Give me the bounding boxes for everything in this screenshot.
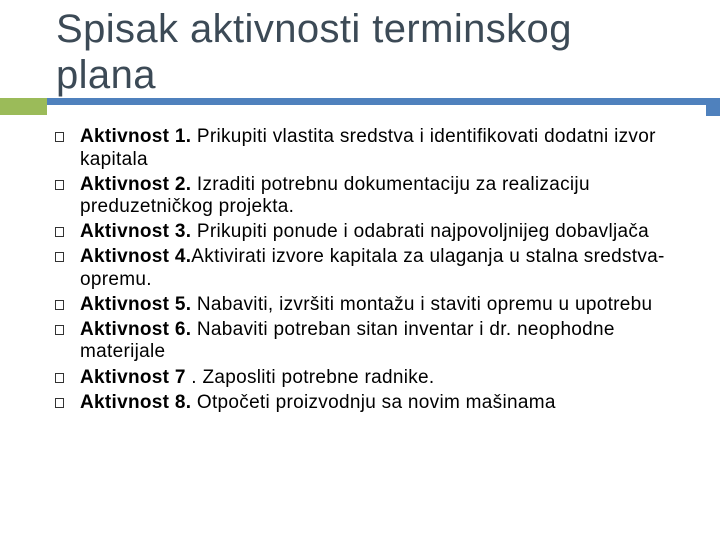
hollow-square-icon	[55, 373, 64, 383]
activity-label: Aktivnost 5.	[80, 293, 192, 315]
hollow-square-icon	[55, 398, 64, 408]
list-item	[52, 294, 692, 317]
activity-text: . Zaposliti potrebne radnike.	[185, 366, 435, 388]
activity-label: Aktivnost 2.	[80, 173, 192, 195]
accent-square	[0, 98, 47, 115]
list-item	[52, 221, 692, 244]
activity-text: Izraditi potrebnu dokumentaciju za realizaciju preduzetničkog projekta.	[80, 173, 590, 218]
hollow-square-icon	[55, 227, 64, 237]
hollow-square-icon	[55, 180, 64, 190]
activity-label: Aktivnost 4.	[80, 246, 192, 268]
accent-divider-stub	[706, 105, 720, 116]
activity-label: Aktivnost 1.	[80, 126, 192, 147]
hollow-square-icon	[55, 300, 64, 310]
activity-text: Nabaviti, izvršiti montažu i staviti opremu u upotrebu	[191, 293, 653, 315]
list-item	[52, 174, 692, 219]
hollow-square-icon	[55, 325, 64, 335]
activity-label: Aktivnost 3.	[80, 221, 192, 243]
list-item	[52, 126, 692, 171]
accent-divider-line	[47, 98, 720, 105]
activity-label: Aktivnost 8.	[80, 391, 192, 413]
list-item	[52, 367, 692, 390]
activity-text: Prikupiti ponude i odabrati najpovoljnijeg dobavljača	[191, 221, 650, 243]
list-item	[52, 319, 692, 364]
hollow-square-icon	[55, 132, 64, 142]
activity-list	[52, 126, 692, 417]
activity-text: Otpočeti proizvodnju sa novim mašinama	[191, 391, 556, 413]
list-item	[52, 246, 692, 291]
activity-label: Aktivnost 7	[80, 366, 186, 388]
activity-text: Nabaviti potreban sitan inventar i dr. neophodne materijale	[80, 318, 615, 363]
activity-text: Aktivirati izvore kapitala za ulaganja u stalna sredstva-opremu.	[80, 246, 665, 290]
slide-title: Spisak aktivnosti terminskog plana	[56, 7, 572, 97]
hollow-square-icon	[55, 252, 64, 262]
list-item	[52, 392, 692, 415]
activity-text: Prikupiti vlastita sredstva i identifikovati dodatni izvor kapitala	[80, 126, 656, 170]
activity-label: Aktivnost 6.	[80, 318, 192, 340]
